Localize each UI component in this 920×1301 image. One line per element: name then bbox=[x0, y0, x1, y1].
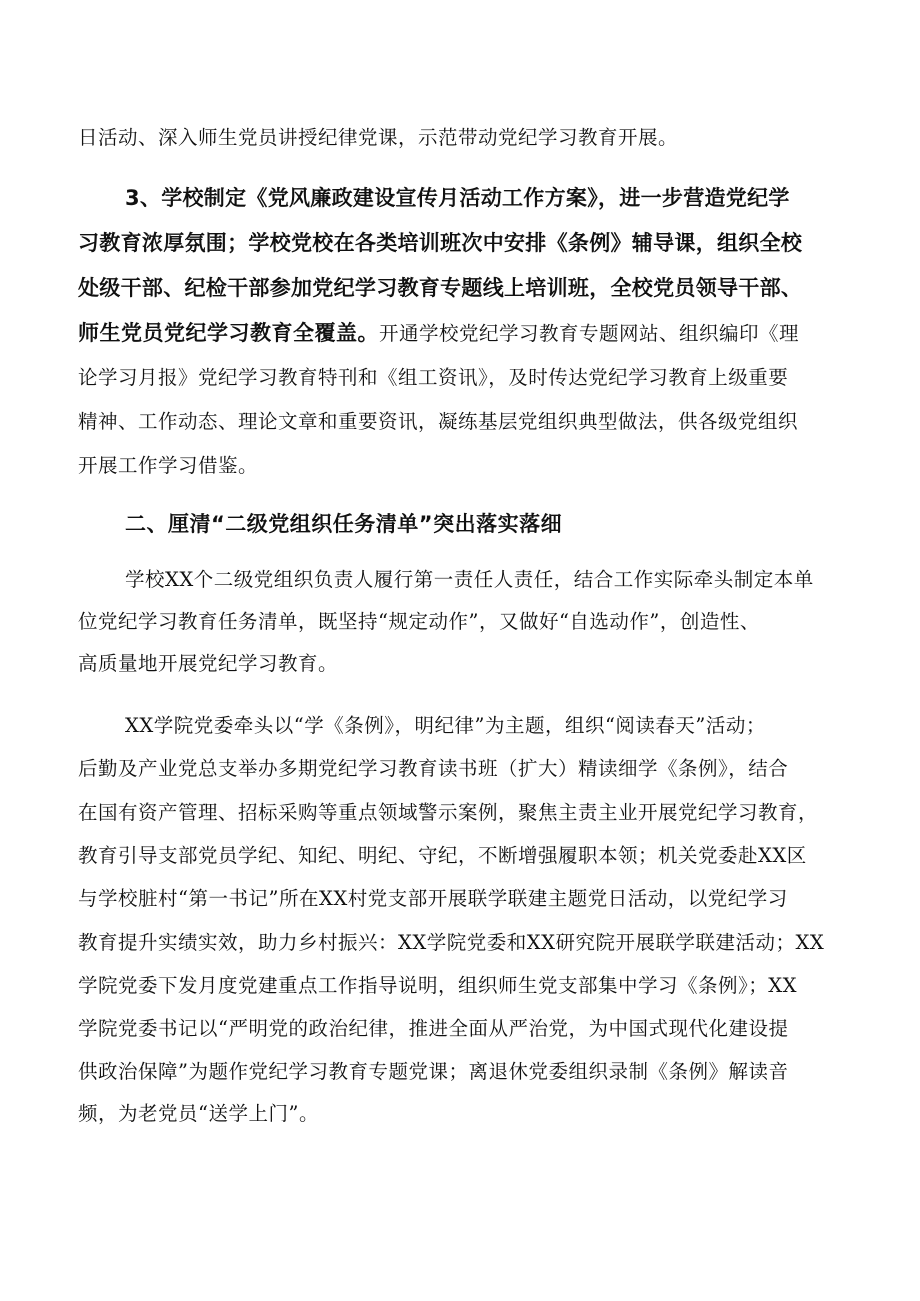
paragraph-4-line-5: 与学校脏村“第一书记”所在XX村党支部开展联学联建主题党日活动，以党纪学习 bbox=[78, 887, 788, 910]
paragraph-2-line-4-rest: 开通学校党纪学习教育专题网站、组织编印《理 bbox=[379, 322, 800, 345]
paragraph-3-line-3: 高质量地开展党纪学习教育。 bbox=[78, 652, 339, 675]
paragraph-2-line-5: 论学习月报》党纪学习教育特刊和《组工资讯》，及时传达党纪学习教育上级重要 bbox=[78, 366, 789, 389]
paragraph-4-line-10: 频，为老党员“送学上门”。 bbox=[78, 1102, 319, 1125]
paragraph-2-line-3: 处级干部、纪检干部参加党纪学习教育专题线上培训班，全校党员领导干部、 bbox=[78, 276, 803, 300]
paragraph-2-line-1: 3、学校制定《党风廉政建设宣传月活动工作方案》，进一步营造党纪学 bbox=[125, 186, 790, 210]
paragraph-2-line-7: 开展工作学习借鉴。 bbox=[78, 454, 259, 477]
paragraph-2-line-2: 习教育浓厚氛围；学校党校在各类培训班次中安排《条例》辅导课，组织全校 bbox=[78, 231, 803, 255]
paragraph-4-line-1: XX学院党委牵头以“学《条例》，明纪律”为主题，组织“阅读春天”活动； bbox=[125, 714, 766, 737]
paragraph-2-line-4-bold: 师生党员党纪学习教育全覆盖。 bbox=[78, 321, 379, 345]
paragraph-4-line-8: 学院党委书记以“严明党的政治纪律，推进全面从严治党，为中国式现代化建设提 bbox=[78, 1017, 789, 1040]
paragraph-2-line-4 bbox=[78, 319, 858, 348]
paragraph-4-line-9: 供政治保障”为题作党纪学习教育专题党课；离退休党委组织录制《条例》解读音 bbox=[78, 1060, 789, 1083]
paragraph-3-line-1: 学校XX个二级党组织负责人履行第一责任人责任，结合工作实际牵头制定本单 bbox=[125, 568, 814, 591]
paragraph-3-line-2: 位党纪学习教育任务清单，既坚持“规定动作”，又做好“自选动作”，创造性、 bbox=[78, 610, 760, 633]
section-heading-2: 二、厘清“二级党组织任务清单”突出落实落细 bbox=[125, 512, 563, 536]
paragraph-4-line-4: 教育引导支部党员学纪、知纪、明纪、守纪，不断增强履职本领；机关党委赴XX区 bbox=[78, 844, 807, 867]
paragraph-2-line-6: 精神、工作动态、理论文章和重要资讯，凝练基层党组织典型做法，供各级党组织 bbox=[78, 410, 799, 433]
paragraph-4-line-3: 在国有资产管理、招标采购等重点领域警示案例，聚焦主责主业开展党纪学习教育， bbox=[78, 801, 819, 824]
paragraph-4-line-7: 学院党委下发月度党建重点工作指导说明，组织师生党支部集中学习《条例》；XX bbox=[78, 974, 798, 997]
paragraph-4-line-2: 后勤及产业党总支举办多期党纪学习教育读书班（扩大）精读细学《条例》，结合 bbox=[78, 757, 789, 780]
paragraph-4-line-6: 教育提升实绩实效，助力乡村振兴：XX学院党委和XX研究院开展联学联建活动；XX bbox=[78, 931, 825, 954]
paragraph-1-line-1: 日活动、深入师生党员讲授纪律党课，示范带动党纪学习教育开展。 bbox=[78, 126, 679, 149]
